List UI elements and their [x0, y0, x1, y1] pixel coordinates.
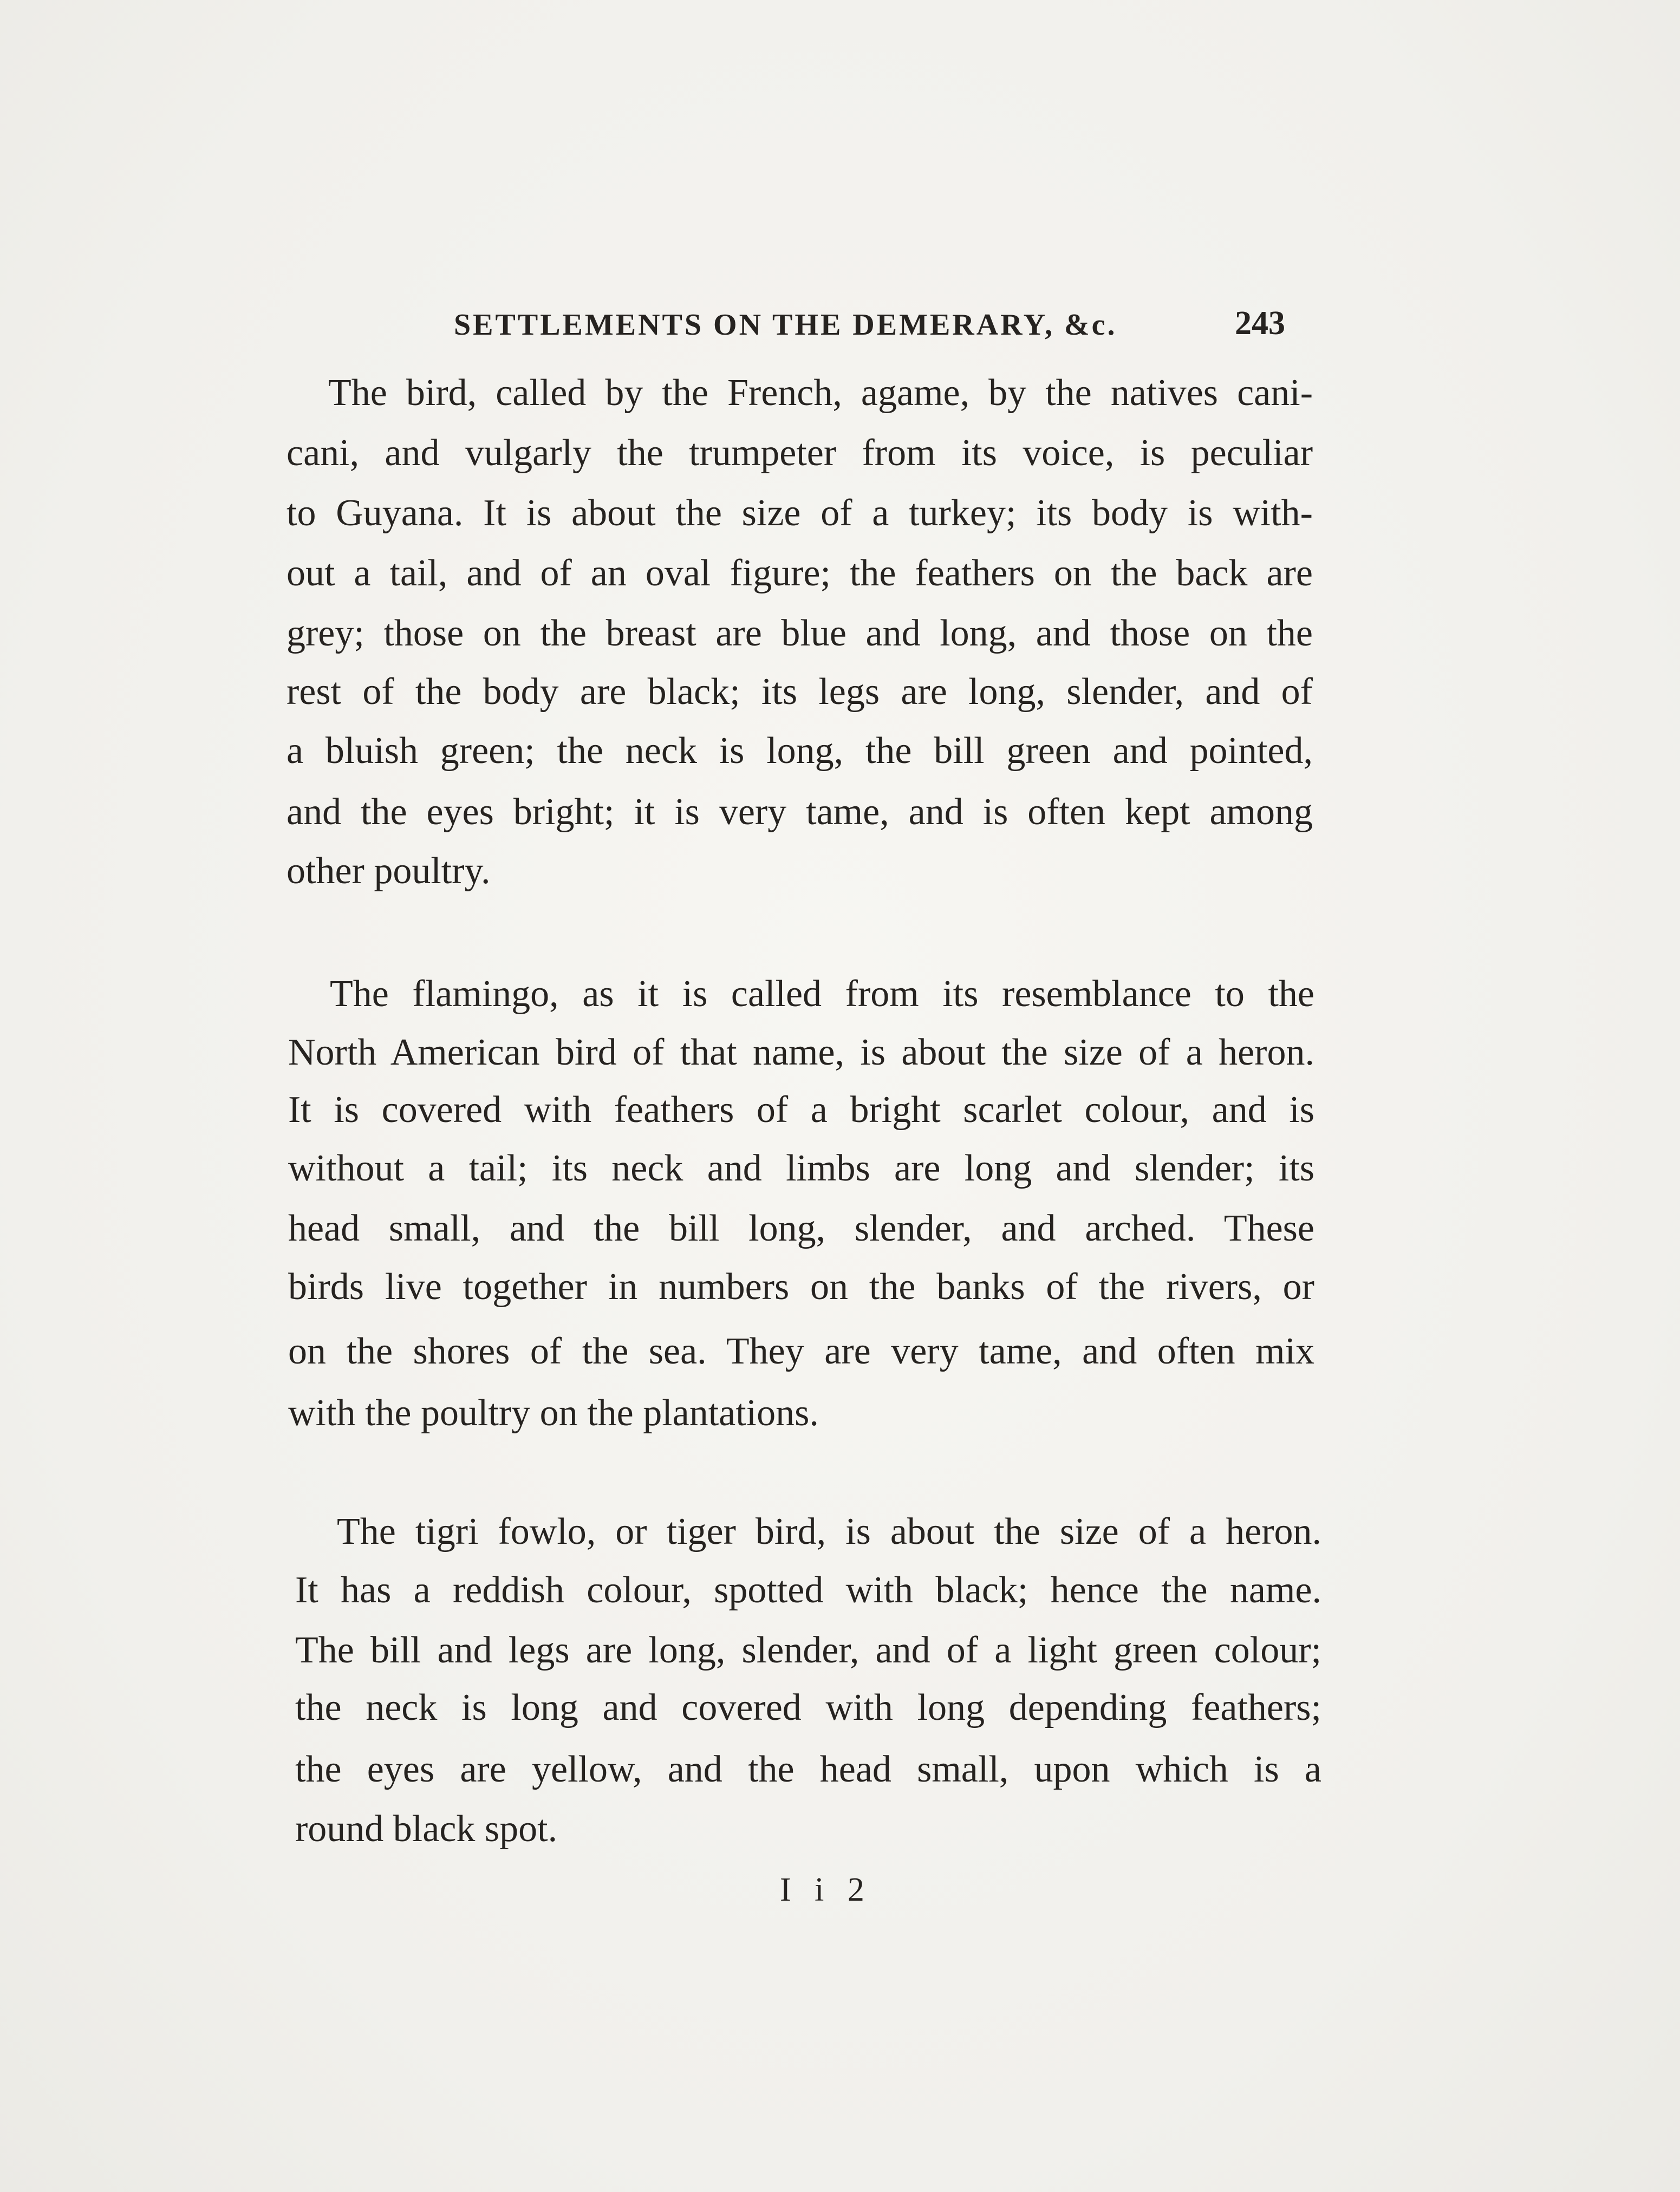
text-line: It has a reddish colour, spotted with black; hence the name. — [295, 1569, 1321, 1611]
text-line: round black spot. — [295, 1808, 558, 1850]
text-line: the eyes are yellow, and the head small, upon which is a — [295, 1749, 1321, 1790]
signature-mark: I i 2 — [780, 1871, 872, 1908]
text-line: cani, and vulgarly the trumpeter from its voice, is peculiar — [286, 432, 1313, 474]
text-line: out a tail, and of an oval figure; the feathers on the back are — [286, 552, 1313, 594]
text-line: birds live together in numbers on the banks of the rivers, or — [288, 1266, 1314, 1308]
text-line: rest of the body are black; its legs are long, slender, and of — [286, 671, 1313, 713]
text-line: with the poultry on the plantations. — [288, 1392, 819, 1434]
text-line: without a tail; its neck and limbs are long and slender; its — [288, 1147, 1314, 1189]
page-number: 243 — [1235, 305, 1285, 342]
text-line: on the shores of the sea. They are very tame, and often mix — [288, 1330, 1314, 1372]
text-line: head small, and the bill long, slender, and arched. These — [288, 1208, 1314, 1249]
text-line: other poultry. — [286, 850, 491, 892]
text-line: a bluish green; the neck is long, the bill green and pointed, — [286, 730, 1313, 772]
text-line: The flamingo, as it is called from its resemblance to the — [330, 973, 1314, 1015]
text-line: and the eyes bright; it is very tame, and is often kept among — [286, 791, 1313, 833]
text-line: The bill and legs are long, slender, and of a light green colour; — [295, 1629, 1321, 1671]
text-line: the neck is long and covered with long depending feathers; — [295, 1687, 1321, 1728]
running-title: SETTLEMENTS ON THE DEMERARY, &c. — [454, 308, 1117, 342]
text-line: North American bird of that name, is about the size of a heron. — [288, 1032, 1314, 1073]
text-line: The tigri fowlo, or tiger bird, is about the size of a heron. — [337, 1511, 1321, 1552]
text-line: It is covered with feathers of a bright scarlet colour, and is — [288, 1089, 1314, 1131]
text-line: grey; those on the breast are blue and long, and those on the — [286, 612, 1313, 654]
text-line: The bird, called by the French, agame, by the natives cani- — [328, 372, 1313, 414]
text-line: to Guyana. It is about the size of a turkey; its body is with- — [286, 492, 1313, 534]
